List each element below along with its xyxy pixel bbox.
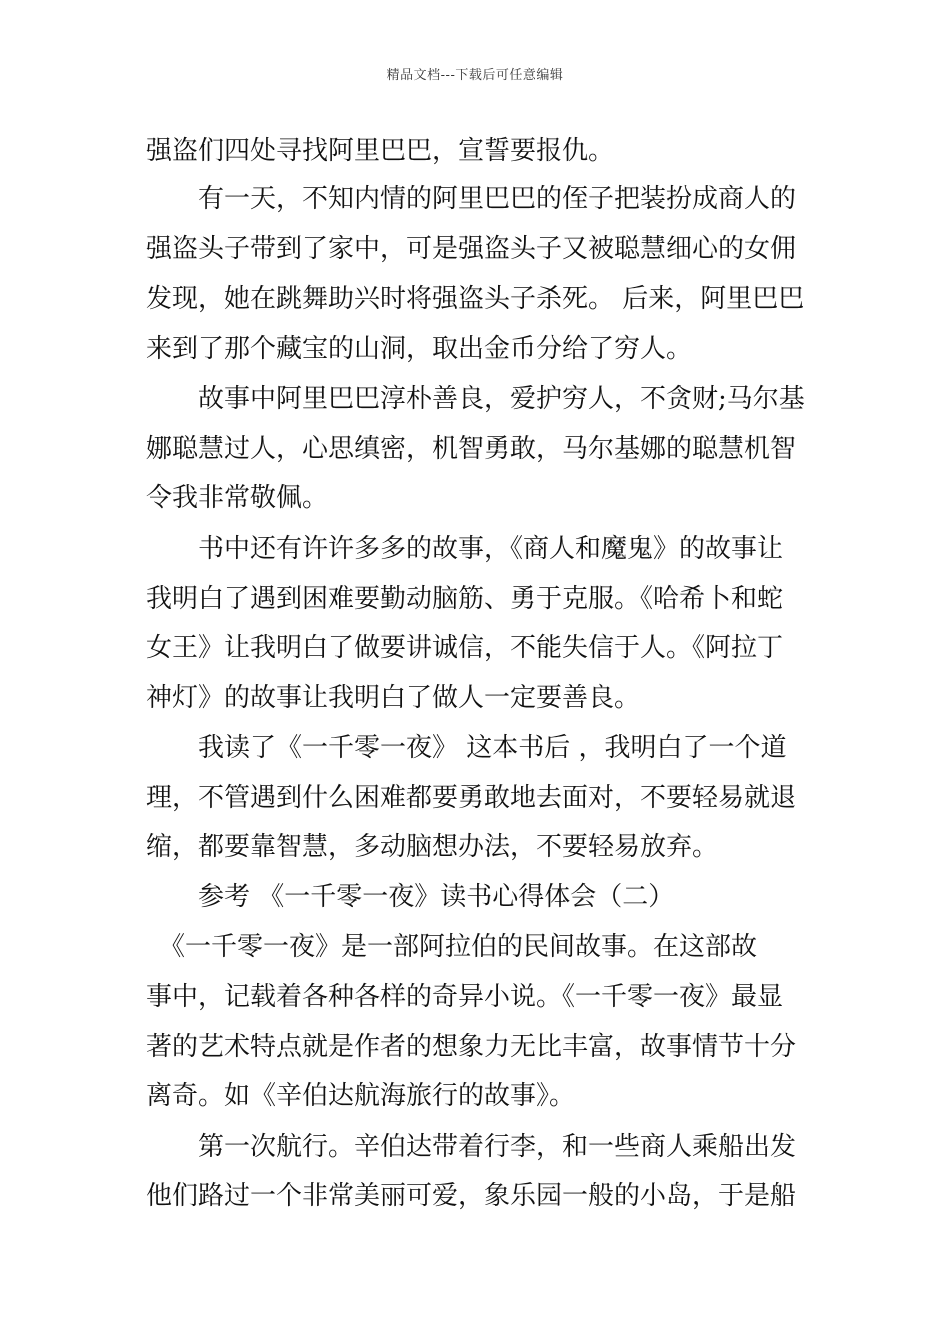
text-line: 缩，都要靠智慧，多动脑想办法，不要轻易放弃。 [146,832,719,862]
text-line: 强盗头子带到了家中，可是强盗头子又被聪慧细心的女佣 [146,234,797,264]
text-line: 来到了那个藏宝的山洞，取出金币分给了穷人。 [146,334,693,364]
text-line: 故事中阿里巴巴淳朴善良，爱护穷人，不贪财;马尔基 [146,384,805,414]
text-line: 娜聪慧过人，心思缜密，机智勇敢，马尔基娜的聪慧机智 [146,434,797,464]
page-header: 精品文档---下载后可任意编辑 [386,68,564,83]
text-line: 《一千零一夜》是一部阿拉伯的民间故事。在这部故 [146,932,758,962]
text-line: 理，不管遇到什么困难都要勇敢地去面对，不要轻易就退 [146,783,797,813]
text-line: 第一次航行。辛伯达带着行李，和一些商人乘船出发 [146,1132,797,1162]
text-line: 离奇。如《辛伯达航海旅行的故事》。 [146,1081,576,1111]
text-line: 神灯》的故事让我明白了做人一定要善良。 [146,683,641,713]
text-line: 我读了《一千零一夜》 这本书后 ，我明白了一个道 [146,733,787,763]
text-line: 强盗们四处寻找阿里巴巴，宣誓要报仇。 [146,136,615,166]
text-line: 他们路过一个非常美丽可爱，象乐园一般的小岛，于是船 [146,1181,797,1211]
section-heading: 参考 《一千零一夜》读书心得体会（二） [146,882,675,912]
text-line: 事中，记载着各种各样的奇异小说。《一千零一夜》最显 [146,982,784,1012]
text-line: 女王》让我明白了做要讲诚信，不能失信于人。《阿拉丁 [146,633,784,663]
text-line: 著的艺术特点就是作者的想象力无比丰富，故事情节十分 [146,1032,797,1062]
text-line: 有一天，不知内情的阿里巴巴的侄子把装扮成商人的 [146,184,797,214]
text-line: 令我非常敬佩。 [146,483,329,513]
text-line: 书中还有许许多多的故事，《商人和魔鬼》的故事让 [146,534,784,564]
text-line: 发现，她在跳舞助兴时将强盗头子杀死。 后来，阿里巴巴 [146,284,805,314]
text-line: 我明白了遇到困难要勤动脑筋、勇于克服。《哈希卜和蛇 [146,584,784,614]
